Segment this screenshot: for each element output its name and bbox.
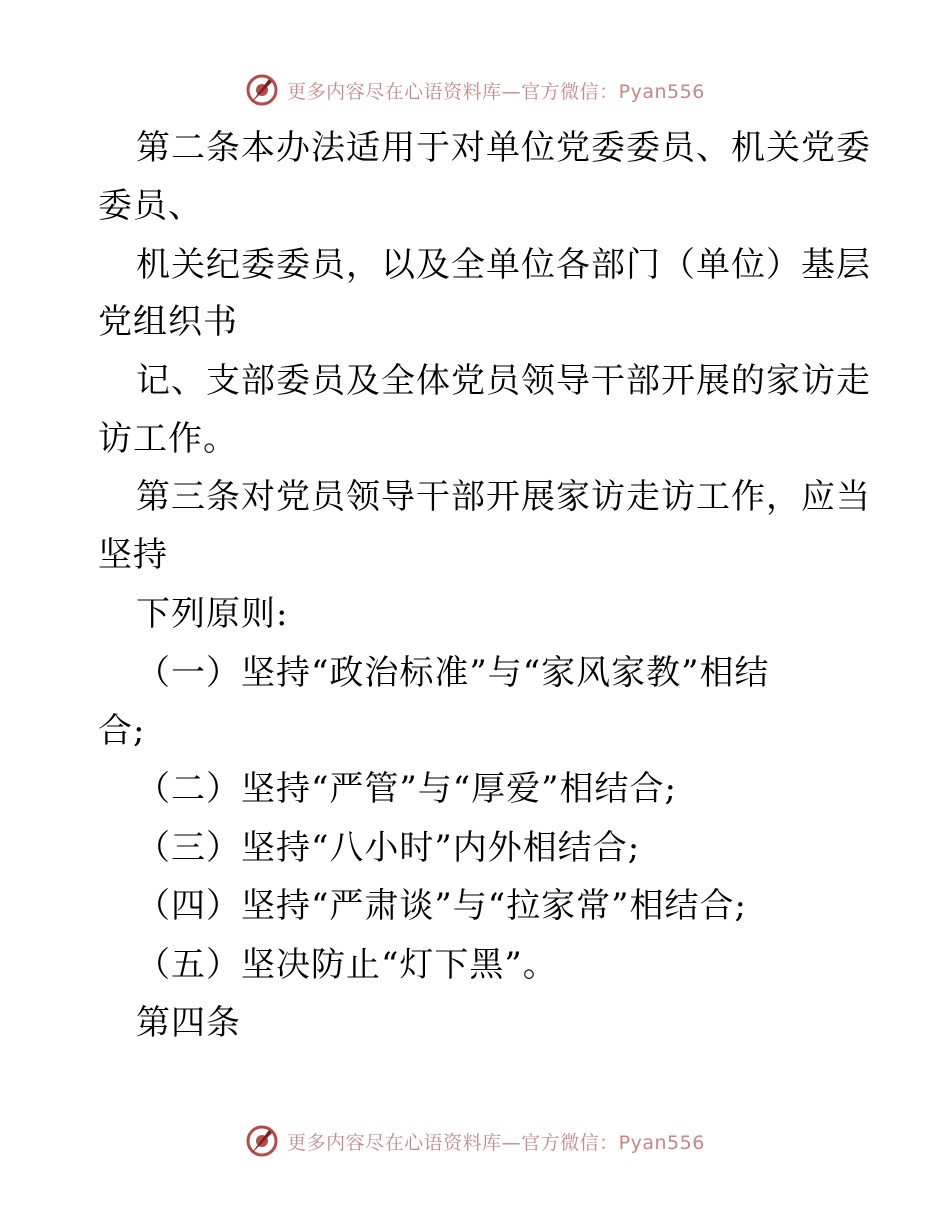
body-line: 党组织书 (98, 302, 238, 342)
body-line: （一）坚持“政治标准”与“家风家教”相结 (136, 653, 770, 693)
watermark-banner-top (0, 70, 950, 110)
body-line: （五）坚决防止“灯下黑”。 (136, 945, 558, 985)
body-line: 合; (98, 711, 146, 751)
watermark-text: 更多内容尽在心语资料库—官方微信：Pyan556 (287, 80, 705, 103)
feather-logo-icon (245, 73, 279, 107)
watermark-text: 更多内容尽在心语资料库—官方微信：Pyan556 (287, 1131, 705, 1154)
body-line: （三）坚持“八小时”内外相结合; (136, 828, 641, 868)
body-line: 第二条本办法适用于对单位党委委员、机关党委 (136, 128, 871, 168)
body-line: 下列原则: (136, 594, 289, 634)
body-line: 第四条 (136, 1003, 241, 1043)
body-line: 坚持 (98, 535, 168, 575)
body-line: 委员、 (98, 186, 203, 226)
body-line: （四）坚持“严肃谈”与“拉家常”相结合; (136, 886, 747, 926)
body-line: 访工作。 (98, 419, 238, 459)
body-line: 机关纪委委员，以及全单位各部门（单位）基层 (136, 245, 871, 285)
body-line: 记、支部委员及全体党员领导干部开展的家访走 (136, 361, 871, 401)
watermark-banner-bottom (0, 1121, 950, 1161)
feather-logo-icon (245, 1124, 279, 1158)
body-line: （二）坚持“严管”与“厚爱”相结合; (136, 769, 677, 809)
body-line: 第三条对党员领导干部开展家访走访工作，应当 (136, 477, 871, 517)
